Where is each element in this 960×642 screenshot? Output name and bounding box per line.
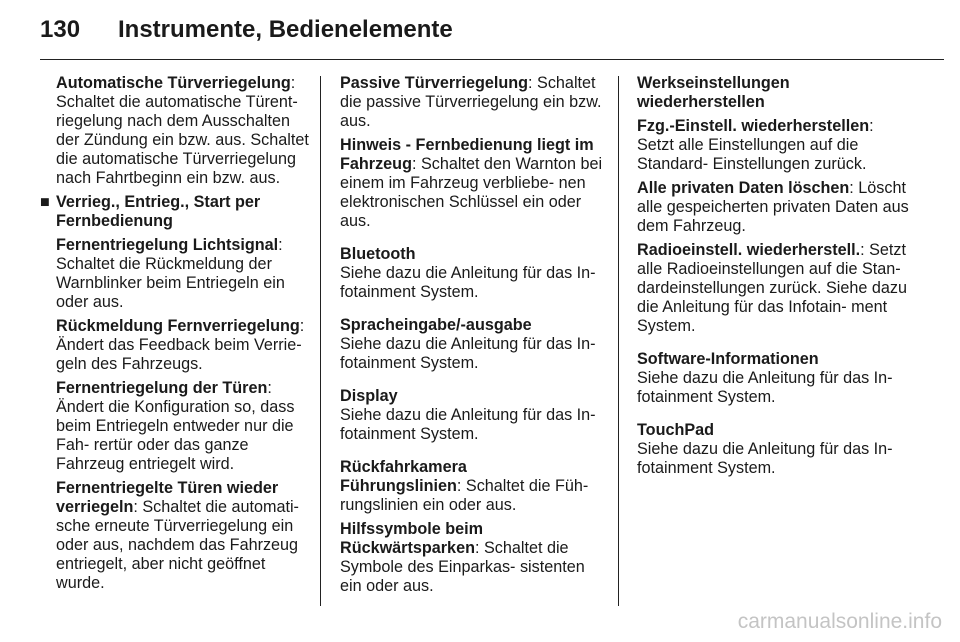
section-display — [340, 387, 610, 444]
paragraph-guidelines — [340, 477, 610, 515]
term: Rückmeldung Fernverriegelung — [56, 317, 300, 335]
paragraph-vehicle-settings-reset — [637, 117, 909, 174]
section-touchpad — [637, 421, 909, 478]
description: : Schaltet die Symbole des Einparkas- sistenten ein oder aus. — [340, 539, 585, 595]
paragraph-light-signal — [40, 236, 310, 312]
column-divider-2 — [618, 76, 619, 606]
column-1 — [40, 74, 310, 598]
description: : Schaltet die passive Türverriegelung ein bzw. aus. — [340, 74, 602, 130]
description: : Setzt alle Radioeinstellungen auf die Stan- dardeinstellungen zurück. Siehe dazu die Anleitung für das Infotain- ment System. — [637, 241, 907, 335]
term: Fernentriegelung Lichtsignal — [56, 236, 279, 254]
paragraph-radio-reset — [637, 241, 909, 336]
section-speech — [340, 316, 610, 373]
page-header — [0, 0, 960, 62]
term: Fernentriegelte Türen wieder verriegeln — [56, 479, 279, 516]
description: : Schaltet den Warnton bei einem im Fahrzeug verbliebe- nen elektronischen Schlüssel ein oder aus. — [340, 155, 603, 230]
description: : Ändert die Konfiguration so, dass beim Entriegeln entweder nur die Fah- rertür oder das ganze Fahrzeug entriegelt wird. — [56, 379, 295, 473]
section-bluetooth — [340, 245, 610, 302]
paragraph-park-symbols — [340, 520, 610, 596]
paragraph-key-left-reminder — [340, 136, 610, 231]
term: Hinweis - Fernbedienung liegt im Fahrzeug — [340, 136, 594, 173]
description: : Setzt alle Einstellungen auf die Standard- Einstellungen zurück. — [637, 117, 874, 173]
section-rear-camera — [340, 458, 610, 596]
section-heading: TouchPad — [637, 421, 715, 439]
section-heading: Spracheingabe/-ausgabe — [340, 316, 532, 334]
section-heading: Software-Informationen — [637, 350, 819, 368]
section-text: Siehe dazu die Anleitung für das In- fotainment System. — [637, 440, 893, 477]
page-title: Instrumente, Bedienelemente — [118, 16, 453, 43]
description: : Schaltet die Rückmeldung der Warnblinker beim Entriegeln ein oder aus. — [56, 236, 285, 311]
description: : Schaltet die Füh- rungslinien ein oder aus. — [340, 477, 589, 514]
column-3 — [637, 74, 909, 483]
section-software-info — [637, 350, 909, 407]
description: : Ändert das Feedback beim Verrie- geln des Fahrzeugs. — [56, 317, 305, 373]
term: Fernentriegelung der Türen — [56, 379, 268, 397]
paragraph-delete-private-data — [637, 179, 909, 236]
term: Hilfssymbole beim Rückwärtsparken — [340, 520, 484, 557]
paragraph-auto-lock — [40, 74, 310, 188]
section-text: Siehe dazu die Anleitung für das In- fotainment System. — [340, 406, 596, 443]
section-text: Siehe dazu die Anleitung für das In- fotainment System. — [340, 335, 596, 372]
section-text: Siehe dazu die Anleitung für das In- fotainment System. — [637, 369, 893, 406]
section-heading: Bluetooth — [340, 245, 416, 263]
column-divider-1 — [320, 76, 321, 606]
description: : Löscht alle gespeicherten privaten Daten aus dem Fahrzeug. — [637, 179, 909, 235]
term: Alle privaten Daten löschen — [637, 179, 850, 197]
bullet-remote — [40, 193, 310, 231]
term: Fzg.-Einstell. wiederherstellen — [637, 117, 870, 135]
section-factory-reset — [637, 74, 909, 336]
term: Passive Türverriegelung — [340, 74, 529, 92]
bullet-icon: ■ — [40, 193, 50, 211]
paragraph-remote-unlock-doors — [40, 379, 310, 474]
section-heading: Display — [340, 387, 398, 405]
column-2 — [340, 74, 610, 601]
bullet-label: Verrieg., Entrieg., Start per Fernbedienung — [56, 193, 261, 230]
description: : Schaltet die automatische Türent- riegelung nach dem Ausschalten der Zündung ein bzw. aus. Schaltet die automatische Türverriegelung nach Fahrtbeginn ein bzw. aus. — [56, 74, 309, 187]
term: Führungslinien — [340, 477, 457, 495]
description: : Schaltet die automati- sche erneute Türverriegelung ein oder aus, nachdem das Fahrzeug entriegelt, aber nicht geöffnet wurde. — [56, 498, 299, 592]
watermark: carmanualsonline.info — [737, 610, 942, 633]
section-heading: Werkseinstellungen wiederherstellen — [637, 74, 790, 111]
term: Automatische Türverriegelung — [56, 74, 291, 92]
term: Radioeinstell. wiederherstell. — [637, 241, 861, 259]
section-text: Siehe dazu die Anleitung für das In- fotainment System. — [340, 264, 596, 301]
section-heading: Rückfahrkamera — [340, 458, 467, 476]
paragraph-relock — [40, 479, 310, 593]
paragraph-remote-lock-feedback — [40, 317, 310, 374]
page-number: 130 — [40, 16, 81, 43]
paragraph-passive-lock — [340, 74, 610, 131]
header-rule — [40, 59, 944, 60]
